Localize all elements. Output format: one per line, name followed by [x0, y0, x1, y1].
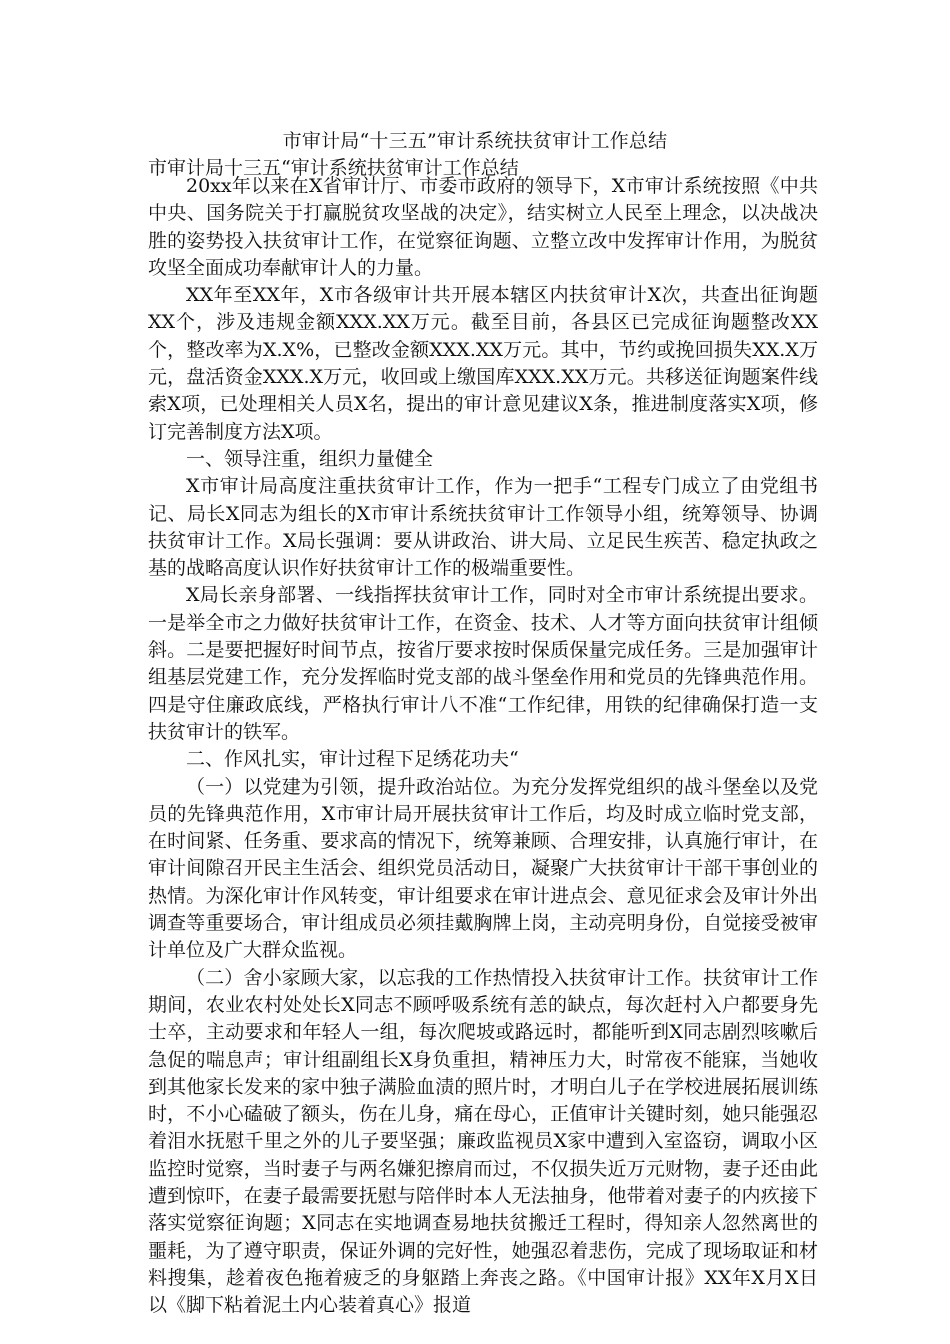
paragraph-party-building: （一）以党建为引领，提升政治站位。为充分发挥党组织的战斗堡垒以及党员的先锋典范作用，X市审计局开展扶贫审计工作后，均及时成立临时党支部，在时间紧、任务重、要求高的情况下，统筹兼顾、合理安排，认真施行审计，在审计间隙召开民主生活会、组织党员活动日，凝聚广大扶贫审计干部干事创业的热情。为深化审计作风转变，审计组要求在审计进点会、意见征求会及审计外出调查等重要场合，审计组成员必须挂戴胸牌上岗，主动亮明身份，自觉接受被审计单位及广大群众监视。	[148, 775, 818, 962]
paragraph-intro: 20xx年以来在X省审计厅、市委市政府的领导下，X市审计系统按照《中共中央、国务院关于打赢脱贫攻坚战的决定》，结实树立人民至上理念，以决战决胜的姿势投入扶贫审计工作，在觉察征询题、立整立改中发挥审计作用，为脱贫攻坚全面成功奉献审计人的力量。	[148, 175, 818, 279]
paragraph-requirements: X局长亲身部署、一线指挥扶贫审计工作，同时对全市审计系统提出要求。一是举全市之力做好扶贫审计工作，在资金、技术、人才等方面向扶贫审计组倾斜。二是要把握好时间节点，按省厅要求按时保质保量完成任务。三是加强审计组基层党建工作，充分发挥临时党支部的战斗堡垒作用和党员的先锋典范作用。四是守住廉政底线，严格执行审计八不准“工作纪律，用铁的纪律确保打造一支扶贫审计的铁军。	[148, 584, 818, 743]
paragraph-leadership: X市审计局高度注重扶贫审计工作，作为一把手“工程专门成立了由党组书记、局长X同志为组长的X市审计系统扶贫审计工作领导小组，统筹领导、协调扶贫审计工作。X局长强调：要从讲政治、讲大局、立足民生疾苦、稳定执政之基的战略高度认识作好扶贫审计工作的极端重要性。	[148, 475, 818, 580]
document-subtitle: 市审计局十三五“审计系统扶贫审计工作总结	[148, 157, 519, 179]
section-heading-2: 二、作风扎实，审计过程下足绣花功夫“	[186, 748, 519, 771]
paragraph-statistics: XX年至XX年，X市各级审计共开展本辖区内扶贫审计X次，共查出征询题XX个，涉及违规金额XXX.XX万元。截至目前，各县区已完成征询题整改XX个，整改率为X.X%，已整改金额XXX.XX万元。其中，节约或挽回损失XX.X万元，盘活资金XXX.X万元，收回或上缴国库XXX.XX万元。共移送征询题案件线索X项，已处理相关人员X名，提出的审计意见建议X条，推进制度落实X项，修订完善制度方法X项。	[148, 284, 818, 443]
document-title: 市审计局“十三五”审计系统扶贫审计工作总结	[282, 130, 668, 152]
paragraph-dedication: （二）舍小家顾大家，以忘我的工作热情投入扶贫审计工作。扶贫审计工作期间，农业农村处处长X同志不顾呼吸系统有恙的缺点，每次赶村入户都要身先士卒，主动要求和年轻人一组，每次爬坡或路远时，都能听到X同志剧烈咳嗽后急促的喘息声；审计组副组长X身负重担，精神压力大，时常夜不能寐，当她收到其他家长发来的家中独子满脸血渍的照片时，才明白儿子在学校进展拓展训练时，不小心磕破了额头，伤在儿身，痛在母心，正值审计关键时刻，她只能强忍着泪水抚慰千里之外的儿子要坚强；廉政监视员X家中遭到入室盗窃，调取小区监控时觉察，当时妻子与两名嫌犯擦肩而过，不仅损失近万元财物，妻子还由此遭到惊吓，在妻子最需要抚慰与陪伴时本人无法抽身，他带着对妻子的内疚接下落实觉察征询题；X同志在实地调查易地扶贫搬迁工程时，得知亲人忽然离世的噩耗，为了遵守职责，保证外调的完好性，她强忍着悲伤，完成了现场取证和材料搜集，趁着夜色拖着疲乏的身躯踏上奔丧之路。《中国审计报》XX年X月X日以《脚下粘着泥土内心装着真心》报道	[148, 966, 818, 1317]
section-heading-1: 一、领导注重，组织力量健全	[186, 447, 434, 470]
document-body	[148, 173, 818, 1319]
